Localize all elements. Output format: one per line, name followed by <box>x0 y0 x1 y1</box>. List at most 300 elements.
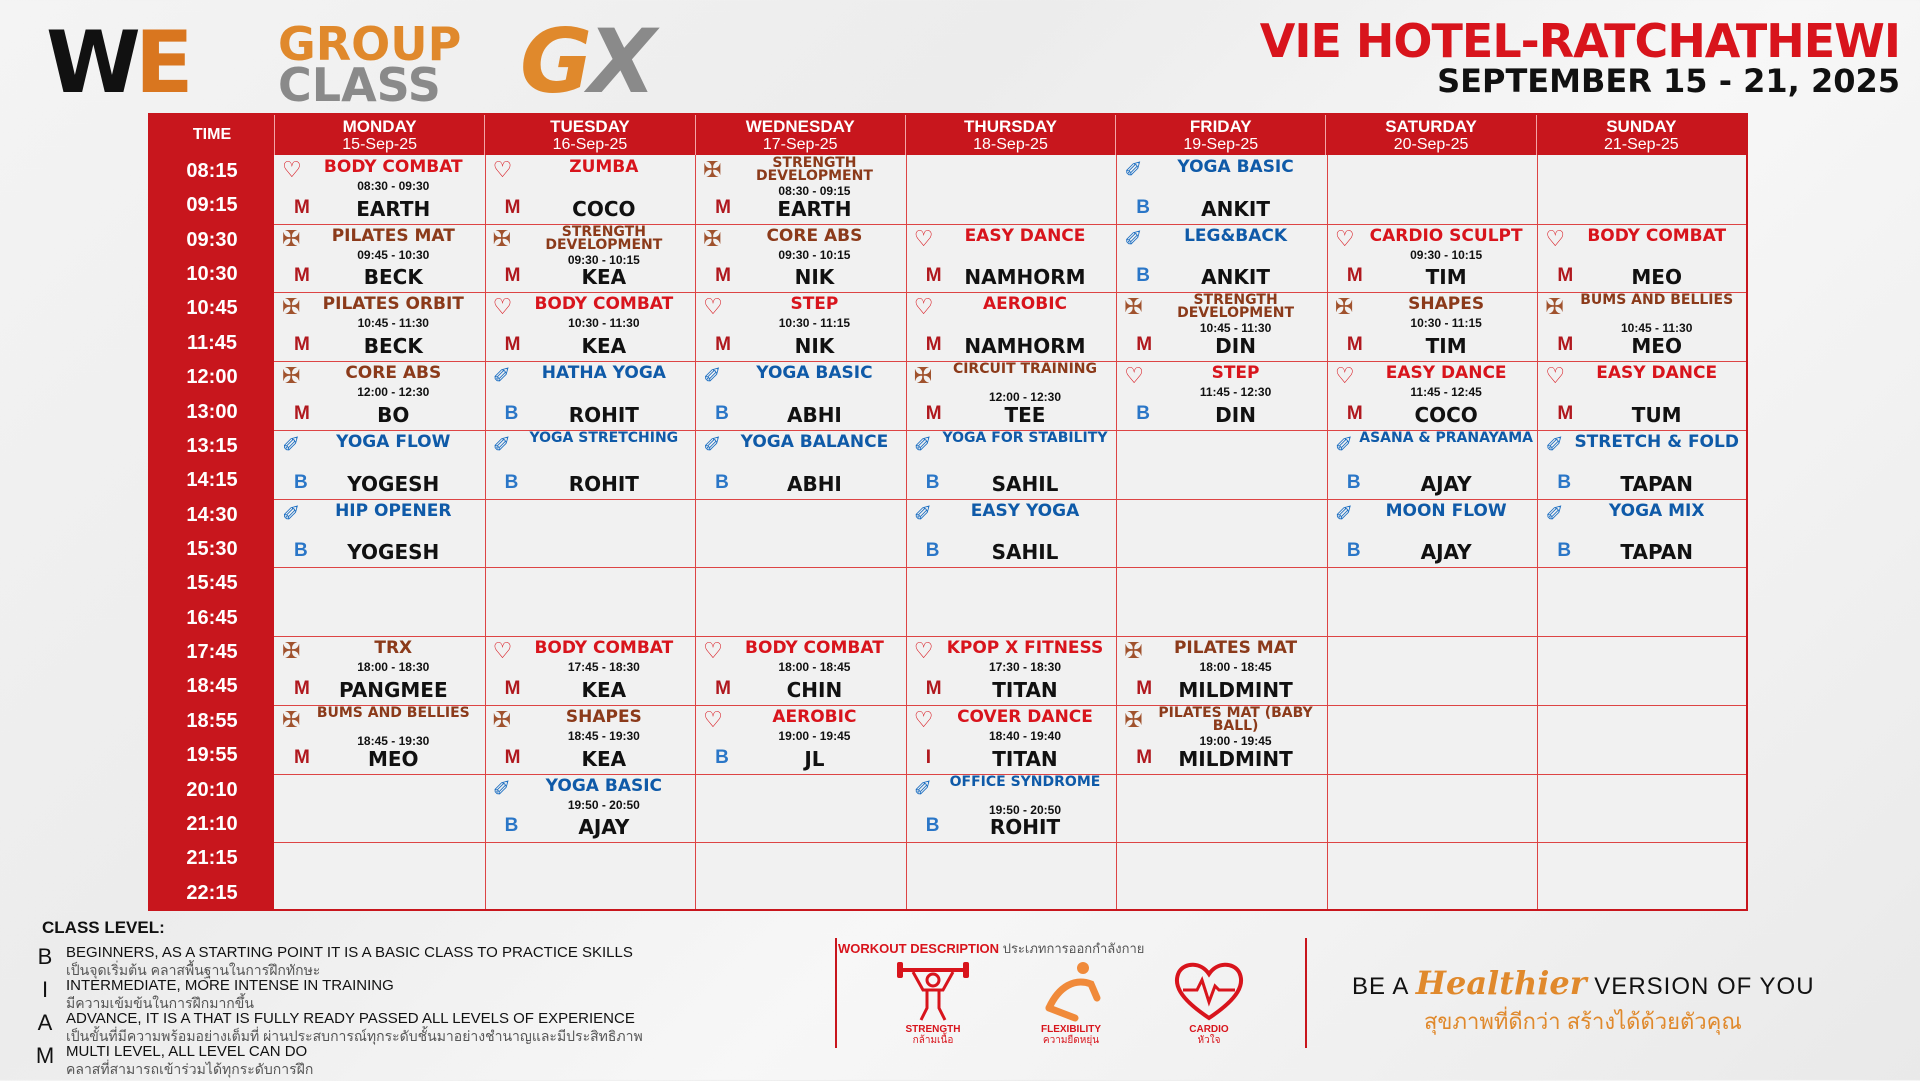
slogan-post: VERSION OF YOU <box>1594 973 1815 1000</box>
class-cell[interactable] <box>1116 155 1327 224</box>
cardio-icon <box>1169 958 1249 1024</box>
class-cell[interactable] <box>906 499 1117 568</box>
flexibility-icon: ✐ <box>1124 225 1143 251</box>
class-cell[interactable] <box>485 430 696 499</box>
class-cell[interactable] <box>274 430 485 499</box>
class-level-badge: M <box>504 334 521 356</box>
class-name: EASY DANCE <box>1385 363 1507 384</box>
divider-right <box>1305 938 1307 1048</box>
time-label: 20:10 <box>186 778 238 801</box>
class-name: STRENGTH DEVELOPMENT <box>545 223 663 253</box>
class-cell[interactable] <box>485 292 696 361</box>
class-time: 08:30 - 09:15 <box>778 184 851 198</box>
flexibility-icon: ✐ <box>1545 431 1564 457</box>
cardio-icon: ♡ <box>703 706 723 732</box>
class-cell[interactable] <box>485 774 696 843</box>
class-level-badge: B <box>1346 540 1361 562</box>
time-label: 18:55 <box>186 709 238 732</box>
instructor-name: JL <box>804 746 825 771</box>
flexibility-icon: ✐ <box>1124 157 1143 182</box>
class-name: BODY COMBAT <box>534 638 674 659</box>
class-cell[interactable] <box>695 430 906 499</box>
strength-icon <box>893 958 973 1024</box>
cardio-icon: ♡ <box>282 157 302 182</box>
class-level-badge: B <box>1346 471 1361 493</box>
class-level-badge: M <box>715 196 731 218</box>
class-cell[interactable] <box>1116 705 1327 774</box>
instructor-name: AJAY <box>578 815 630 840</box>
cardio-icon: ♡ <box>913 294 934 320</box>
strength-icon: ✠ <box>282 706 301 732</box>
flexibility-icon: ✐ <box>492 363 511 389</box>
legend-description: ADVANCE, IT IS A THAT IS FULLY READY PASSED ALL LEVELS OF EXPERIENCE <box>66 1010 635 1027</box>
slogan-thai: สุขภาพที่ดีกว่า สร้างได้ด้วยตัวคุณ <box>1424 1009 1742 1034</box>
schedule-dates: SEPTEMBER 15 - 21, 2025 <box>1437 62 1900 100</box>
class-level-badge: M <box>715 265 731 287</box>
day-header-wednesday <box>695 115 905 155</box>
cardio-icon: ♡ <box>703 638 723 664</box>
day-header-saturday <box>1325 115 1535 155</box>
class-level-badge: B <box>925 815 940 837</box>
class-name: HIP OPENER <box>335 500 452 521</box>
day-date: 15-Sep-25 <box>342 136 417 153</box>
day-date: 18-Sep-25 <box>973 136 1048 153</box>
instructor-name: ABHI <box>786 471 842 496</box>
instructor-name: SAHIL <box>991 540 1059 565</box>
cardio-icon: ♡ <box>492 294 513 320</box>
time-label: 19:55 <box>186 744 238 767</box>
class-cell[interactable] <box>695 224 906 293</box>
slogan-pre: BE A <box>1352 973 1409 1000</box>
class-cell[interactable] <box>485 224 696 293</box>
class-level-badge: M <box>294 677 310 699</box>
instructor-name: NIK <box>794 334 835 359</box>
class-time: 11:45 - 12:30 <box>1199 385 1272 400</box>
class-cell[interactable] <box>906 361 1117 430</box>
class-cell[interactable] <box>906 705 1117 774</box>
class-time: 19:00 - 19:45 <box>1199 733 1272 748</box>
flexibility-label-th: ความยืดหยุ่น <box>1042 1035 1100 1046</box>
instructor-name: BO <box>377 402 410 427</box>
time-label: 13:00 <box>186 400 238 423</box>
class-name: BUMS AND BELLIES <box>316 704 470 721</box>
time-label: 15:45 <box>186 572 238 595</box>
group-class-logo <box>278 17 462 113</box>
time-label: 18:45 <box>186 675 238 698</box>
instructor-name: ANKIT <box>1201 196 1270 221</box>
day-name: FRIDAY <box>1189 117 1252 136</box>
class-cell[interactable] <box>1537 499 1748 568</box>
instructor-name: KEA <box>581 334 627 359</box>
class-level-badge: M <box>504 265 521 287</box>
instructor-name: COCO <box>572 196 636 221</box>
cardio-icon: ♡ <box>1545 363 1566 389</box>
class-cell[interactable] <box>274 292 485 361</box>
strength-icon: ✠ <box>1124 706 1143 732</box>
time-label: 10:30 <box>186 263 238 286</box>
instructor-name: DIN <box>1215 334 1256 359</box>
class-time: 08:30 - 09:30 <box>357 179 430 193</box>
day-date: 21-Sep-25 <box>1603 136 1679 153</box>
time-label: 09:30 <box>186 228 238 251</box>
class-name: YOGA FOR STABILITY <box>942 429 1108 446</box>
class-name: STEP <box>1211 363 1260 384</box>
class-cell[interactable] <box>1327 224 1538 293</box>
day-name: SATURDAY <box>1385 117 1477 136</box>
strength-icon: ✠ <box>913 363 933 389</box>
class-name: COVER DANCE <box>957 706 1093 727</box>
class-level-badge: B <box>504 815 519 837</box>
class-level-badge: M <box>294 334 310 356</box>
class-level-badge: B <box>1557 471 1572 493</box>
class-level-badge: M <box>504 196 521 218</box>
class-cell[interactable] <box>485 361 696 430</box>
day-header-row <box>274 115 1746 155</box>
instructor-name: NAMHORM <box>964 334 1086 359</box>
class-name: PILATES MAT <box>1173 638 1298 659</box>
class-level-badge: M <box>925 677 942 699</box>
class-name: SHAPES <box>1408 294 1485 315</box>
class-time: 10:30 - 11:30 <box>568 316 640 331</box>
instructor-name: YOGESH <box>347 540 440 565</box>
class-cell[interactable] <box>274 705 485 774</box>
class-time: 12:00 - 12:30 <box>357 385 430 400</box>
workout-title-en: WORKOUT DESCRIPTION <box>838 941 1000 956</box>
flexibility-icon: ✐ <box>703 431 722 457</box>
hotel-title: VIE HOTEL-RATCHATHEWI <box>1259 14 1900 68</box>
class-cell[interactable] <box>695 155 906 224</box>
class-time: 19:50 - 20:50 <box>988 802 1061 817</box>
class-cell[interactable] <box>906 292 1117 361</box>
instructor-name: TIM <box>1425 265 1467 290</box>
time-label: 12:00 <box>186 366 238 389</box>
class-cell[interactable] <box>1537 430 1748 499</box>
cardio-workout <box>1154 958 1264 1046</box>
class-time: 09:30 - 10:15 <box>1410 247 1483 262</box>
flexibility-icon: ✐ <box>913 500 933 526</box>
instructor-name: MILDMINT <box>1178 746 1293 771</box>
instructor-name: ANKIT <box>1201 265 1270 290</box>
class-level-badge: M <box>715 334 731 356</box>
class-level-badge: M <box>1136 334 1153 356</box>
class-name: KPOP X FITNESS <box>946 638 1104 659</box>
strength-icon: ✠ <box>703 225 722 251</box>
slogan <box>1352 964 1815 1002</box>
class-level-badge: B <box>504 471 519 493</box>
flexibility-icon <box>1031 958 1111 1024</box>
instructor-name: MEO <box>367 746 419 771</box>
class-cell[interactable] <box>274 499 485 568</box>
logo-class-text: CLASS <box>278 58 441 113</box>
class-time: 18:45 - 19:30 <box>567 728 640 743</box>
class-cell[interactable] <box>906 224 1117 293</box>
class-level-badge: B <box>294 471 308 493</box>
class-cell[interactable] <box>274 636 485 705</box>
class-name: BODY COMBAT <box>323 157 463 177</box>
legend-description: MULTI LEVEL, ALL LEVEL CAN DO <box>66 1043 308 1060</box>
class-cell[interactable] <box>485 155 696 224</box>
instructor-name: AJAY <box>1420 471 1472 496</box>
class-name: BODY COMBAT <box>745 638 884 659</box>
class-level-badge: M <box>504 677 521 699</box>
class-name: YOGA STRETCHING <box>529 429 679 446</box>
time-label: 13:15 <box>186 434 238 457</box>
time-header: TIME <box>192 126 232 143</box>
class-time: 09:30 - 10:15 <box>778 247 851 262</box>
class-time: 09:45 - 10:30 <box>357 247 430 262</box>
class-level-badge: B <box>1136 402 1151 424</box>
class-level-badge: M <box>1346 265 1363 287</box>
class-time: 17:45 - 18:30 <box>567 660 640 675</box>
day-name: SUNDAY <box>1606 117 1677 136</box>
class-cell[interactable] <box>1537 361 1748 430</box>
instructor-name: MEO <box>1631 334 1682 359</box>
class-time: 18:00 - 18:45 <box>1199 660 1272 675</box>
day-header-tuesday <box>484 115 694 155</box>
class-cell[interactable] <box>485 636 696 705</box>
legend-description: INTERMEDIATE, MORE INTENSE IN TRAINING <box>66 977 394 994</box>
instructor-name: CHIN <box>786 677 843 702</box>
class-cell[interactable] <box>274 155 485 224</box>
class-name: EASY YOGA <box>970 500 1080 521</box>
class-name: HATHA YOGA <box>541 363 666 384</box>
strength-icon: ✠ <box>492 706 511 732</box>
instructor-name: PANGMEE <box>338 677 448 702</box>
time-label: 17:45 <box>186 641 238 664</box>
class-name: ZUMBA <box>569 157 639 177</box>
class-name: SHAPES <box>565 706 642 727</box>
class-cell[interactable] <box>1116 292 1327 361</box>
class-name: MOON FLOW <box>1385 500 1507 521</box>
flexibility-icon: ✐ <box>282 431 301 457</box>
day-header-friday <box>1115 115 1325 155</box>
strength-icon: ✠ <box>492 225 511 251</box>
class-cell[interactable] <box>695 636 906 705</box>
class-level-badge: M <box>925 334 942 356</box>
class-name: CIRCUIT TRAINING <box>952 361 1097 378</box>
strength-label: STRENGTH <box>905 1024 961 1035</box>
class-cell[interactable] <box>695 705 906 774</box>
class-cell[interactable] <box>274 361 485 430</box>
day-name: TUESDAY <box>550 117 630 136</box>
instructor-name: NAMHORM <box>964 265 1086 290</box>
instructor-name: DIN <box>1215 402 1256 427</box>
class-cell[interactable] <box>1116 361 1327 430</box>
class-time: 11:45 - 12:45 <box>1410 385 1482 400</box>
flexibility-icon: ✐ <box>492 775 511 801</box>
instructor-name: BECK <box>363 334 423 359</box>
class-name: TRX <box>374 638 413 659</box>
cardio-icon: ♡ <box>1545 225 1566 251</box>
cardio-icon: ♡ <box>913 706 934 732</box>
instructor-name: TITAN <box>992 746 1058 771</box>
row-divider <box>274 842 1746 843</box>
cardio-label: CARDIO <box>1189 1024 1229 1035</box>
instructor-name: YOGESH <box>347 471 440 496</box>
class-level-badge: B <box>715 746 729 768</box>
class-level-badge: M <box>715 677 731 699</box>
class-name: STRENGTH DEVELOPMENT <box>755 155 873 184</box>
flexibility-icon: ✐ <box>282 500 301 526</box>
logo-group-text: GROUP <box>278 17 462 71</box>
instructor-name: TAPAN <box>1620 540 1693 565</box>
day-date: 19-Sep-25 <box>1183 136 1259 153</box>
cardio-icon: ♡ <box>913 638 934 664</box>
workout-title-th: ประเภทการออกกำลังกาย <box>1002 941 1145 956</box>
class-cell[interactable] <box>1537 292 1748 361</box>
instructor-name: MEO <box>1631 265 1682 290</box>
strength-icon: ✠ <box>282 363 301 389</box>
class-name: STEP <box>790 294 839 315</box>
day-date: 20-Sep-25 <box>1393 136 1469 153</box>
class-level-badge: B <box>1136 265 1151 287</box>
legend-key: M <box>35 1043 55 1068</box>
class-time: 18:45 - 19:30 <box>357 733 430 748</box>
class-cell[interactable] <box>906 774 1117 843</box>
class-name: YOGA BASIC <box>756 363 873 384</box>
legend-title: CLASS LEVEL: <box>42 918 165 937</box>
legend-description: BEGINNERS, AS A STARTING POINT IT IS A BASIC CLASS TO PRACTICE SKILLS <box>66 944 633 961</box>
instructor-name: EARTH <box>356 196 431 221</box>
flexibility-label: FLEXIBILITY <box>1041 1024 1101 1035</box>
class-name: CARDIO SCULPT <box>1369 225 1523 246</box>
flexibility-icon: ✐ <box>1545 500 1564 526</box>
class-name: PILATES MAT <box>331 225 455 246</box>
time-label: 08:15 <box>186 160 238 182</box>
class-cell[interactable] <box>1116 224 1327 293</box>
strength-icon: ✠ <box>1334 294 1354 320</box>
strength-icon: ✠ <box>1124 294 1143 320</box>
strength-icon: ✠ <box>282 638 301 664</box>
flexibility-icon: ✐ <box>492 431 511 457</box>
class-time: 10:45 - 11:30 <box>1199 321 1272 336</box>
class-cell[interactable] <box>695 292 906 361</box>
class-level-badge: M <box>294 746 310 768</box>
we-logo: WE <box>46 13 188 113</box>
class-name: ASANA & PRANAYAMA <box>1359 429 1533 446</box>
class-cell[interactable] <box>1327 361 1538 430</box>
class-time: 19:50 - 20:50 <box>567 797 640 812</box>
class-level-badge: M <box>504 746 521 768</box>
class-cell[interactable] <box>1327 499 1538 568</box>
slogan-accent: Healthier <box>1415 964 1587 1002</box>
schedule-grid <box>148 113 1748 911</box>
class-name: PILATES MAT (BABY BALL) <box>1158 704 1313 734</box>
class-name: EASY DANCE <box>964 225 1086 246</box>
flexibility-icon: ✐ <box>1334 500 1354 526</box>
class-name: STRETCH & FOLD <box>1574 431 1739 452</box>
class-level-badge: M <box>1136 677 1153 699</box>
gx-logo: GX <box>520 10 653 113</box>
time-label: 10:45 <box>186 297 238 320</box>
class-level-badge: M <box>925 265 942 287</box>
instructor-name: BECK <box>363 265 423 290</box>
instructor-name: TIM <box>1425 334 1467 359</box>
time-label: 14:30 <box>186 503 238 526</box>
instructor-name: SAHIL <box>991 471 1059 496</box>
workout-description-title <box>838 938 1144 959</box>
strength-label-th: กล้ามเนื้อ <box>912 1035 954 1046</box>
class-name: CORE ABS <box>345 363 442 384</box>
class-cell[interactable] <box>1537 224 1748 293</box>
flexibility-icon: ✐ <box>1334 431 1354 457</box>
instructor-name: EARTH <box>777 196 852 221</box>
time-label: 09:15 <box>186 194 238 217</box>
class-name: CORE ABS <box>766 225 863 246</box>
class-level-badge: M <box>925 402 942 424</box>
legend-description-thai: คลาสที่สามารถเข้าร่วมได้ทุกระดับการฝึก <box>66 1061 314 1077</box>
legend-key: A <box>37 1010 53 1035</box>
instructor-name: ROHIT <box>989 815 1061 840</box>
class-cell[interactable] <box>906 430 1117 499</box>
class-name: PILATES ORBIT <box>322 294 464 315</box>
day-header-monday <box>274 115 484 155</box>
cardio-icon: ♡ <box>492 157 513 182</box>
class-cell[interactable] <box>274 224 485 293</box>
class-cell[interactable] <box>1327 292 1538 361</box>
flexibility-icon: ✐ <box>913 431 933 457</box>
instructor-name: ABHI <box>786 402 842 427</box>
cardio-icon: ♡ <box>703 294 723 320</box>
instructor-name: ROHIT <box>568 471 639 496</box>
class-cell[interactable] <box>695 361 906 430</box>
strength-icon: ✠ <box>1545 294 1564 320</box>
strength-icon: ✠ <box>282 294 301 320</box>
time-label: 22:15 <box>186 881 238 904</box>
class-time: 10:30 - 11:15 <box>778 316 851 331</box>
day-date: 16-Sep-25 <box>552 136 628 153</box>
instructor-name: KEA <box>581 265 627 290</box>
day-name: MONDAY <box>342 117 417 136</box>
strength-icon: ✠ <box>703 157 722 182</box>
flexibility-icon: ✐ <box>703 363 722 389</box>
class-level-badge: I <box>925 746 931 768</box>
class-level-badge: M <box>1346 334 1363 356</box>
instructor-name: COCO <box>1414 402 1478 427</box>
class-time: 10:30 - 11:15 <box>1410 316 1482 331</box>
cardio-icon: ♡ <box>1334 363 1355 389</box>
class-name: YOGA MIX <box>1608 500 1705 521</box>
class-level-badge: B <box>1136 196 1151 218</box>
instructor-name: NIK <box>794 265 835 290</box>
instructor-name: TUM <box>1631 402 1682 427</box>
time-label: 21:10 <box>186 812 238 835</box>
class-level-badge: M <box>294 196 310 218</box>
time-label: 15:30 <box>186 538 238 560</box>
day-date: 17-Sep-25 <box>762 136 838 153</box>
legend-key: I <box>41 977 49 1002</box>
instructor-name: TITAN <box>992 677 1058 702</box>
class-cell[interactable] <box>906 636 1117 705</box>
class-level-badge: M <box>1557 402 1574 424</box>
row-divider <box>274 567 1746 568</box>
class-name: OFFICE SYNDROME <box>949 773 1101 790</box>
class-time: 18:00 - 18:30 <box>357 660 430 675</box>
class-level-badge: B <box>925 471 940 493</box>
class-time: 10:45 - 11:30 <box>1621 321 1693 336</box>
class-name: YOGA BALANCE <box>740 431 889 452</box>
class-level-badge: M <box>294 402 310 424</box>
class-name: BODY COMBAT <box>1587 225 1727 246</box>
class-time: 18:40 - 19:40 <box>988 728 1061 743</box>
class-cell[interactable] <box>485 705 696 774</box>
class-cell[interactable] <box>1116 636 1327 705</box>
class-name: LEG&BACK <box>1184 225 1288 246</box>
class-time: 12:00 - 12:30 <box>988 390 1061 405</box>
class-time: 09:30 - 10:15 <box>567 252 640 267</box>
class-cell[interactable] <box>1327 430 1538 499</box>
day-name: WEDNESDAY <box>745 117 855 136</box>
